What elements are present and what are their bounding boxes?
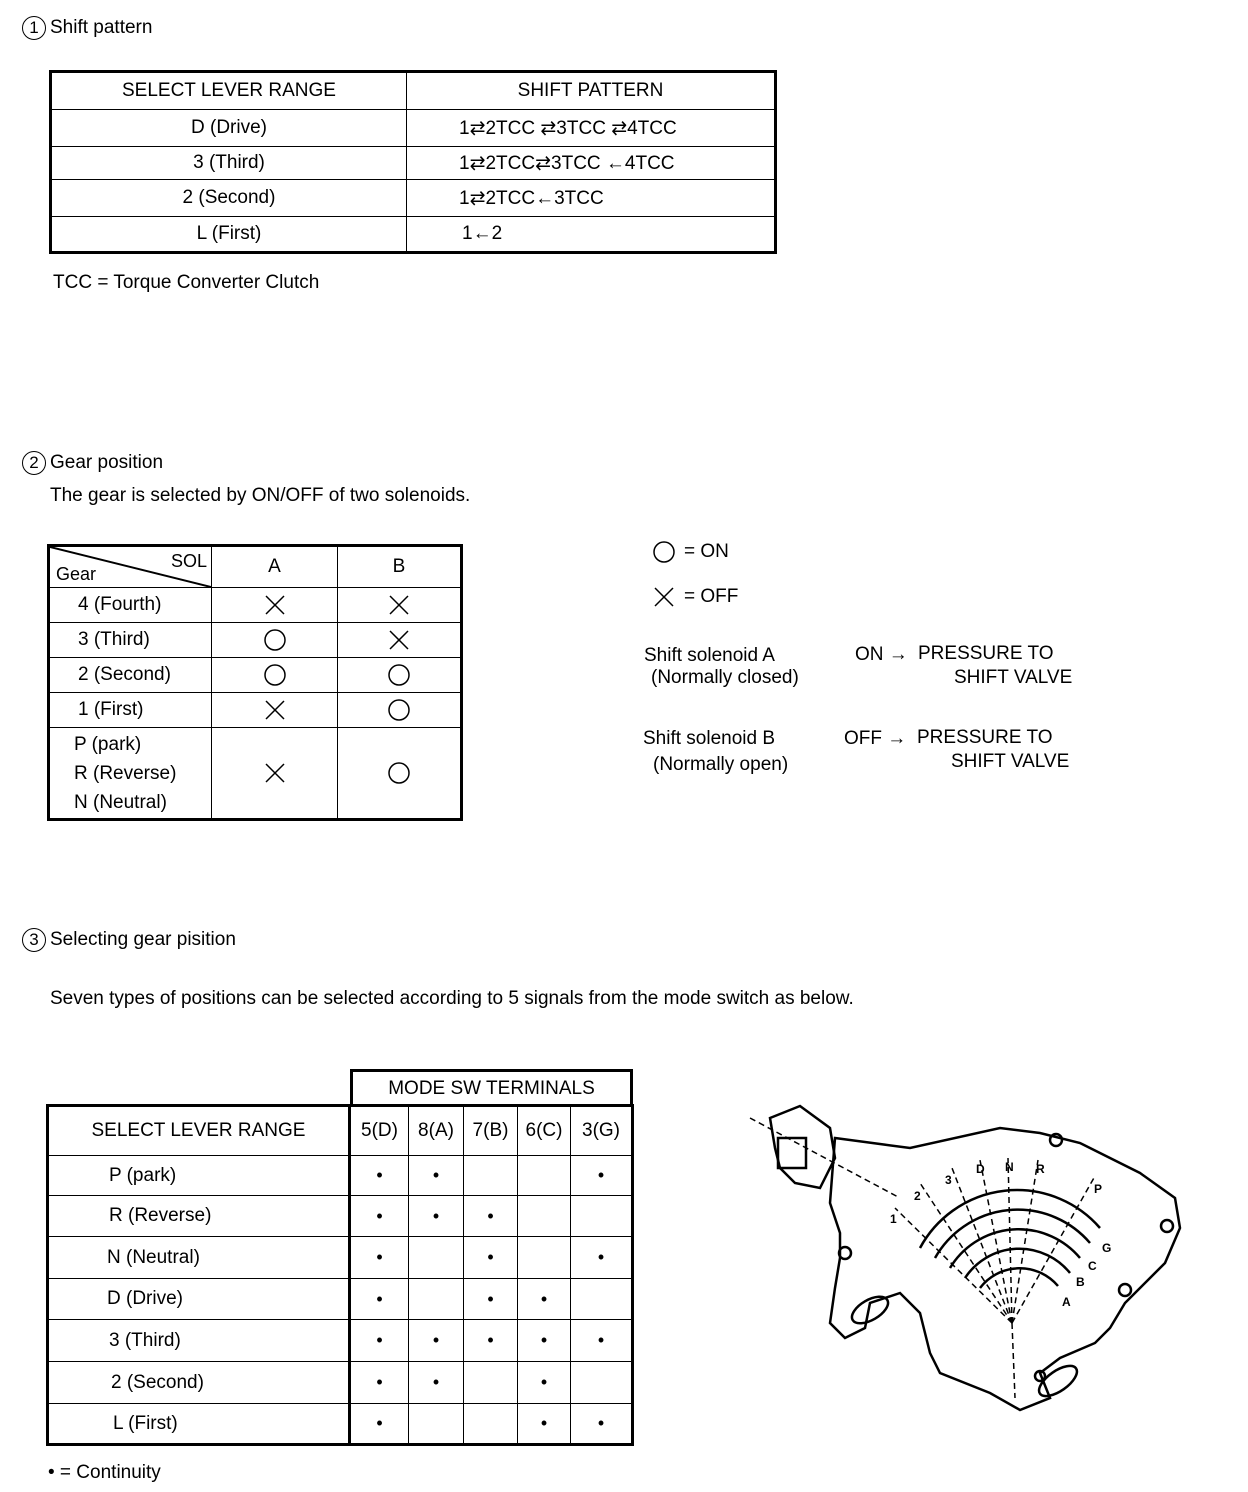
section1-title-text: Shift pattern: [50, 17, 153, 38]
mode-row: [48, 1156, 633, 1196]
gear-4-b: [338, 588, 462, 623]
mode-row-range: D (Drive): [48, 1279, 350, 1320]
gear-1-a: [212, 693, 338, 728]
cross-icon: [263, 593, 287, 617]
mount-hole: [1161, 1220, 1173, 1232]
mode-row-range: R (Reverse): [48, 1196, 350, 1237]
contact-arc: [935, 1210, 1090, 1258]
gear-n: N (Neutral): [74, 791, 167, 813]
solenoid-b-state: [844, 728, 906, 750]
sol-b-header: B: [338, 546, 462, 588]
terminal-header-7b: 7(B): [464, 1106, 518, 1156]
section2-title-text: Gear position: [50, 452, 164, 473]
continuity-cell: •: [350, 1320, 409, 1362]
sol-a-header: A: [212, 546, 338, 588]
shift-pattern-d: 1⇄2TCC ⇄3TCC ⇄4TCC: [407, 110, 776, 147]
mode-row: [48, 1279, 633, 1320]
position-line-d: [980, 1160, 1012, 1323]
shift-pattern-l: 1←2: [407, 217, 776, 253]
solenoid-a-name: Shift solenoid A: [644, 645, 775, 666]
section3-title: [22, 928, 236, 952]
shift-range-l: L (First): [51, 217, 407, 253]
section1-title: [22, 16, 152, 40]
continuity-note: • = Continuity: [48, 1462, 161, 1483]
mode-switch-diagram: [740, 1098, 1190, 1428]
continuity-cell: •: [350, 1196, 409, 1237]
mode-row: [48, 1196, 633, 1237]
position-label-r: R: [1036, 1162, 1045, 1176]
continuity-cell: •: [409, 1156, 464, 1196]
continuity-cell: •: [464, 1196, 518, 1237]
continuity-cell: •: [409, 1362, 464, 1404]
continuity-cell: •: [350, 1279, 409, 1320]
mount-hole: [1119, 1284, 1131, 1296]
continuity-cell: [518, 1156, 571, 1196]
mode-row-range: 3 (Third): [48, 1320, 350, 1362]
shift-pattern-table: [49, 70, 777, 254]
circle-icon: [652, 540, 676, 564]
continuity-cell: [571, 1362, 633, 1404]
circle-icon: [387, 698, 411, 722]
terminal-header-5d: 5(D): [350, 1106, 409, 1156]
solenoid-b-type: (Normally open): [653, 754, 789, 775]
continuity-cell: •: [518, 1404, 571, 1445]
gear-position-table: [47, 544, 463, 821]
mode-row: [48, 1404, 633, 1445]
gear-prn-b: [338, 728, 462, 820]
section3-title-text: Selecting gear pisition: [50, 929, 236, 950]
gear-4-a: [212, 588, 338, 623]
arrow-icon: →: [888, 644, 908, 665]
section2-title: [22, 451, 163, 475]
section3-subtitle: Seven types of positions can be selected according to 5 signals from the mode switch as below.: [50, 988, 854, 1009]
shift-range-d: D (Drive): [51, 110, 407, 147]
circle-icon: [263, 663, 287, 687]
continuity-cell: •: [350, 1237, 409, 1279]
continuity-cell: •: [571, 1404, 633, 1445]
continuity-cell: •: [571, 1237, 633, 1279]
gear-3-a: [212, 623, 338, 658]
circle-icon: [387, 761, 411, 785]
solenoid-a-result2: SHIFT VALVE: [954, 667, 1073, 688]
mode-row: [48, 1362, 633, 1404]
guide-line: [750, 1118, 900, 1198]
continuity-cell: •: [409, 1320, 464, 1362]
section3-number: 3: [22, 928, 46, 952]
mode-switch-table: [46, 1104, 634, 1446]
continuity-cell: [464, 1362, 518, 1404]
continuity-cell: •: [409, 1196, 464, 1237]
continuity-cell: •: [464, 1279, 518, 1320]
solenoid-b-state-text: OFF: [844, 728, 882, 749]
circle-icon: [263, 628, 287, 652]
section1-number: 1: [22, 16, 46, 40]
mode-sw-terminals-header: MODE SW TERMINALS: [350, 1069, 633, 1105]
solenoid-a-result1: PRESSURE TO: [918, 643, 1054, 664]
legend-on-text: = ON: [684, 541, 729, 562]
shift-pattern-2: 1⇄2TCC←3TCC: [407, 180, 776, 217]
continuity-cell: •: [571, 1156, 633, 1196]
mode-row-range: L (First): [48, 1404, 350, 1445]
terminal-header-8a: 8(A): [409, 1106, 464, 1156]
continuity-cell: [464, 1156, 518, 1196]
terminal-header-3g: 3(G): [571, 1106, 633, 1156]
mode-row-range: 2 (Second): [48, 1362, 350, 1404]
shift-pattern-3: 1⇄2TCC⇄3TCC ←4TCC: [407, 147, 776, 180]
gear-2-a: [212, 658, 338, 693]
continuity-cell: [409, 1237, 464, 1279]
position-line-n: [1008, 1158, 1012, 1323]
solenoid-a-type: (Normally closed): [651, 667, 799, 688]
continuity-cell: [571, 1279, 633, 1320]
position-label-3: 3: [945, 1173, 952, 1187]
shift-range-2: 2 (Second): [51, 180, 407, 217]
gear-row-1: 1 (First): [49, 693, 212, 728]
legend-off-text: = OFF: [684, 586, 739, 607]
solenoid-a-state-text: ON: [855, 644, 884, 665]
cross-icon: [652, 585, 676, 609]
continuity-cell: •: [518, 1279, 571, 1320]
mode-row-range: P (park): [48, 1156, 350, 1196]
solenoid-a-state: [855, 644, 908, 666]
continuity-cell: •: [518, 1362, 571, 1404]
tcc-note: TCC = Torque Converter Clutch: [53, 272, 320, 293]
cross-icon: [387, 628, 411, 652]
solenoid-b-result1: PRESSURE TO: [917, 727, 1053, 748]
position-label-p: P: [1094, 1182, 1103, 1196]
terminal-label-b: B: [1076, 1275, 1085, 1289]
section2-number: 2: [22, 451, 46, 475]
select-range-header: SELECT LEVER RANGE: [48, 1106, 350, 1156]
circle-icon: [387, 663, 411, 687]
section2-subtitle: The gear is selected by ON/OFF of two solenoids.: [50, 485, 471, 506]
shift-range-3: 3 (Third): [51, 147, 407, 180]
cross-icon: [387, 593, 411, 617]
continuity-cell: •: [350, 1404, 409, 1445]
continuity-cell: •: [464, 1320, 518, 1362]
shift-header-pattern: SHIFT PATTERN: [407, 72, 776, 110]
position-label-2: 2: [914, 1189, 921, 1203]
cross-icon: [263, 698, 287, 722]
position-line-r: [1012, 1160, 1038, 1323]
cross-icon: [263, 761, 287, 785]
continuity-cell: [409, 1279, 464, 1320]
gear-p: P (park): [74, 733, 142, 755]
gear-r: R (Reverse): [74, 762, 177, 784]
gear-row-2: 2 (Second): [49, 658, 212, 693]
gear-prn-a: [212, 728, 338, 820]
continuity-cell: •: [350, 1362, 409, 1404]
gear-sol-header: [49, 546, 212, 588]
legend-on: [652, 540, 729, 564]
terminal-label-c: C: [1088, 1259, 1097, 1273]
terminal-header-6c: 6(C): [518, 1106, 571, 1156]
gear-1-b: [338, 693, 462, 728]
terminal-label-g: G: [1102, 1241, 1112, 1255]
contact-arc: [965, 1249, 1070, 1278]
gear-2-b: [338, 658, 462, 693]
slot-hole-left: [848, 1291, 893, 1328]
continuity-cell: •: [571, 1320, 633, 1362]
mode-row: [48, 1237, 633, 1279]
continuity-cell: •: [350, 1156, 409, 1196]
continuity-cell: [464, 1404, 518, 1445]
connector-plug: [778, 1138, 806, 1168]
mode-row: [48, 1320, 633, 1362]
continuity-cell: •: [464, 1237, 518, 1279]
mode-row-range: N (Neutral): [48, 1237, 350, 1279]
legend-off: [652, 585, 738, 609]
gear-row-3: 3 (Third): [49, 623, 212, 658]
gear-row-4: 4 (Fourth): [49, 588, 212, 623]
solenoid-b-result2: SHIFT VALVE: [951, 751, 1070, 772]
continuity-cell: •: [518, 1320, 571, 1362]
gear-row-prn: [49, 728, 212, 820]
continuity-cell: [571, 1196, 633, 1237]
solenoid-b-name: Shift solenoid B: [643, 728, 776, 749]
position-label-1: 1: [890, 1212, 897, 1226]
sol-label: SOL: [170, 551, 207, 571]
position-label-n: N: [1005, 1160, 1014, 1174]
continuity-cell: [518, 1196, 571, 1237]
arrow-icon: →: [887, 728, 907, 749]
connector: [770, 1106, 835, 1188]
center-line: [1012, 1323, 1015, 1398]
continuity-cell: [518, 1237, 571, 1279]
gear-label: Gear: [56, 564, 97, 584]
shift-header-range: SELECT LEVER RANGE: [51, 72, 407, 110]
position-label-d: D: [976, 1162, 985, 1176]
continuity-cell: [409, 1404, 464, 1445]
terminal-label-a: A: [1062, 1295, 1071, 1309]
gear-3-b: [338, 623, 462, 658]
